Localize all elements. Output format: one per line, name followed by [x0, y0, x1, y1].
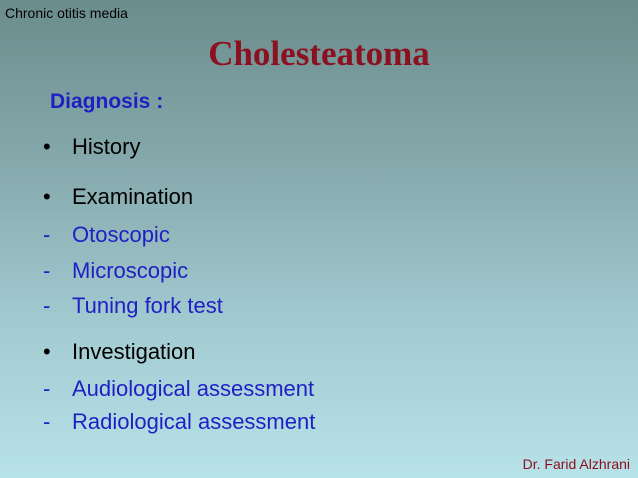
- list-item-examination: [43, 184, 193, 210]
- sub-item-audiological-assessment: [43, 376, 314, 402]
- list-item-history: [43, 134, 140, 160]
- dash-marker: -: [43, 293, 51, 318]
- list-item-text: Tuning fork test: [72, 293, 223, 318]
- dash-marker: -: [43, 409, 51, 434]
- dash-marker: -: [43, 258, 51, 283]
- list-item-text: Radiological assessment: [72, 409, 316, 434]
- list-item-text: Audiological assessment: [72, 376, 315, 401]
- bullet-marker: •: [43, 184, 51, 209]
- sub-item-radiological-assessment: [43, 409, 315, 435]
- list-item-text: Investigation: [72, 339, 196, 364]
- dash-marker: -: [43, 376, 51, 401]
- list-item-text: Examination: [72, 184, 194, 209]
- bullet-marker: •: [43, 134, 51, 159]
- list-item-text: History: [72, 134, 141, 159]
- list-item-investigation: [43, 339, 196, 365]
- section-heading: Diagnosis :: [50, 90, 164, 113]
- sub-item-tuning-fork-test: [43, 293, 223, 319]
- bullet-marker: •: [43, 339, 51, 364]
- list-item-text: Microscopic: [72, 258, 189, 283]
- sub-item-otoscopic: [43, 222, 170, 248]
- slide-title: Cholesteatoma: [208, 34, 430, 73]
- topic-label: Chronic otitis media: [5, 5, 128, 21]
- author-footer: Dr. Farid Alzhrani: [522, 456, 630, 472]
- sub-item-microscopic: [43, 258, 188, 284]
- dash-marker: -: [43, 222, 51, 247]
- list-item-text: Otoscopic: [72, 222, 170, 247]
